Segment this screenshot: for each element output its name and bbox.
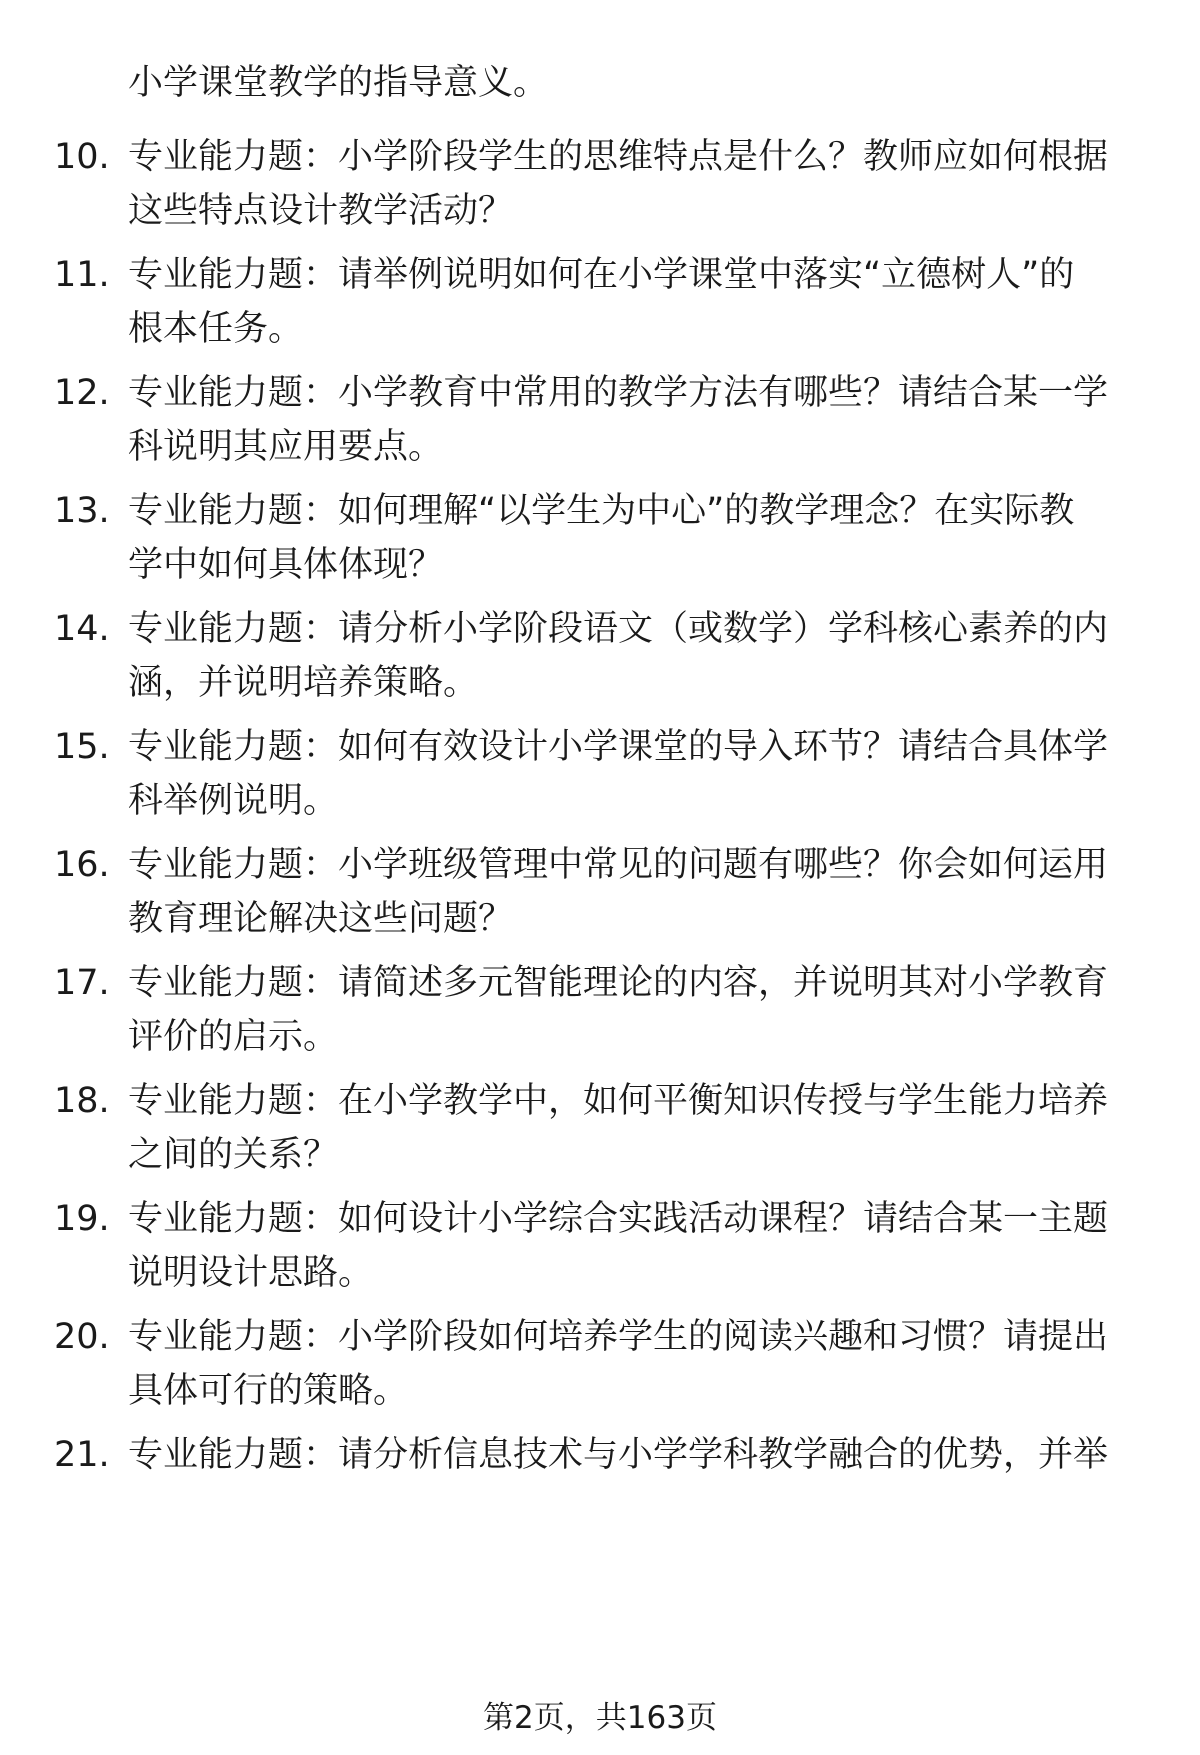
item-line-2: 科举例说明。 [128,781,339,821]
item-line-2: 具体可行的策略。 [128,1371,409,1411]
list-item [0,486,1200,596]
item-line-2: 科说明其应用要点。 [128,427,444,467]
list-item [0,604,1200,714]
list-item [0,722,1200,832]
item-line-2: 评价的启示。 [128,1017,339,1057]
item-line-2: 之间的关系？ [128,1135,339,1175]
item-number: 16. [54,845,110,885]
list-item [0,840,1200,950]
list-item [0,1076,1200,1186]
item-number: 13. [54,491,110,531]
item-number: 14. [54,609,110,649]
item-line-1: 专业能力题：如何设计小学综合实践活动课程？请结合某一主题 [128,1199,1109,1239]
item-number: 20. [54,1317,110,1357]
item-line-2: 这些特点设计教学活动？ [128,191,514,231]
item-line-2: 涵，并说明培养策略。 [128,663,479,703]
item-line-2: 根本任务。 [128,309,304,349]
item-number: 19. [54,1199,110,1239]
item-number: 12. [54,373,110,413]
item-number: 15. [54,727,110,767]
list-item [0,958,1200,1068]
item-number: 21. [54,1435,110,1475]
list-item [0,250,1200,360]
item-line-1: 专业能力题：小学班级管理中常见的问题有哪些？你会如何运用 [128,845,1109,885]
item-number: 17. [54,963,110,1003]
item-line-1: 专业能力题：请简述多元智能理论的内容，并说明其对小学教育 [128,963,1109,1003]
item-number: 10. [54,137,110,177]
list-item [0,1312,1200,1422]
list-item [0,368,1200,478]
item-line-1: 专业能力题：如何有效设计小学课堂的导入环节？请结合具体学 [128,727,1109,767]
page-number-footer: 第2页，共163页 [483,1700,717,1736]
item-line-1: 专业能力题：小学教育中常用的教学方法有哪些？请结合某一学 [128,373,1109,413]
item-line-1: 专业能力题：请分析信息技术与小学学科教学融合的优势，并举 [128,1435,1109,1475]
item-number: 18. [54,1081,110,1121]
item-line-2: 说明设计思路。 [128,1253,374,1293]
item-line-1: 专业能力题：如何理解“以学生为中心”的教学理念？在实际教 [128,491,1075,531]
list-item [0,132,1200,242]
item-line-1: 专业能力题：请举例说明如何在小学课堂中落实“立德树人”的 [128,255,1075,295]
list-item [0,1430,1200,1540]
item-number: 11. [54,255,110,295]
list-item [0,1194,1200,1304]
item-line-1: 专业能力题：小学阶段学生的思维特点是什么？教师应如何根据 [128,137,1109,177]
item-line-1: 专业能力题：小学阶段如何培养学生的阅读兴趣和习惯？请提出 [128,1317,1109,1357]
continuation-text: 小学课堂教学的指导意义。 [128,63,549,103]
item-line-1: 专业能力题：请分析小学阶段语文（或数学）学科核心素养的内 [128,609,1109,649]
item-line-1: 专业能力题：在小学教学中，如何平衡知识传授与学生能力培养 [128,1081,1109,1121]
item-line-2: 学中如何具体体现？ [128,545,444,585]
item-line-2: 教育理论解决这些问题？ [128,899,514,939]
